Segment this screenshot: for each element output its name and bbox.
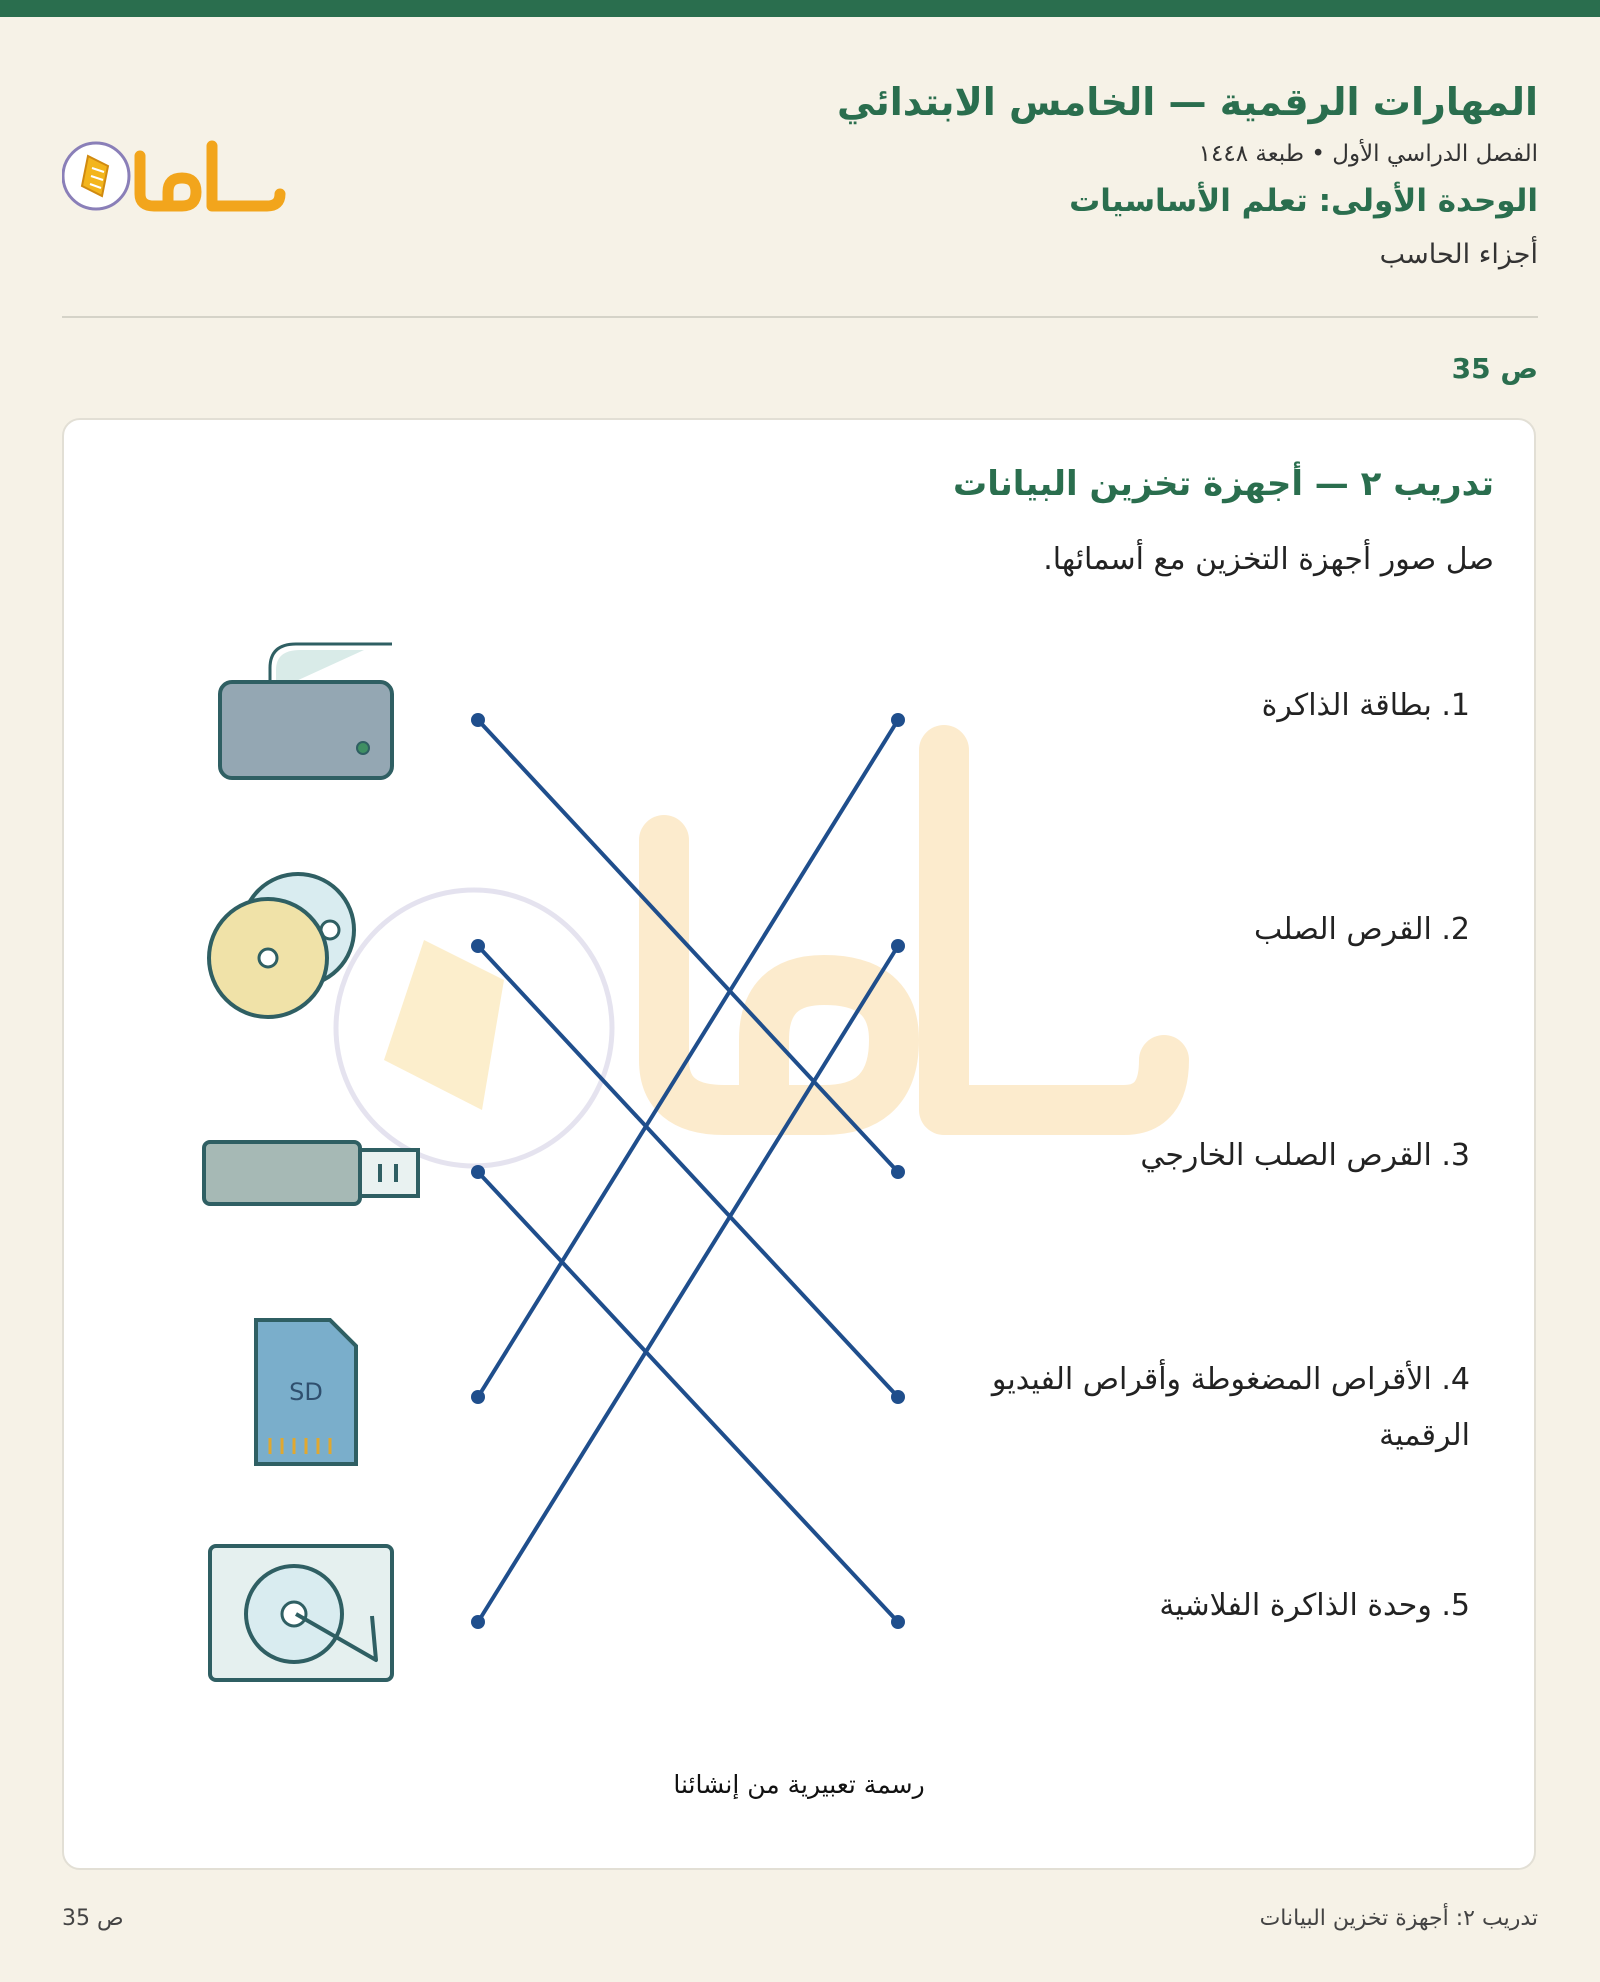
name-item-5: 5. وحدة الذاكرة الفلاشية	[1159, 1588, 1470, 1623]
sd-label: SD	[289, 1378, 323, 1406]
image-caption: رسمة تعبيرية من إنشائنا	[673, 1770, 925, 1799]
name-dot-1	[891, 713, 905, 727]
connection-line-3	[478, 1172, 898, 1622]
image-dot-2	[471, 939, 485, 953]
cd-dvd-icon	[209, 874, 354, 1017]
connection-line-4	[478, 720, 898, 1397]
image-dot-4	[471, 1390, 485, 1404]
unit-title: الوحدة الأولى: تعلم الأساسيات	[1069, 183, 1538, 219]
name-item-1: 1. بطاقة الذاكرة	[1261, 688, 1470, 723]
header-text	[837, 70, 1538, 282]
image-dot-1	[471, 713, 485, 727]
page-header	[62, 70, 1538, 290]
name-dot-5	[891, 1615, 905, 1629]
usb-flash-drive-icon	[204, 1142, 418, 1204]
semester-label: الفصل الدراسي الأول • طبعة ١٤٤٨	[1198, 141, 1538, 167]
exercise-card	[62, 418, 1536, 1870]
external-hard-drive-icon	[220, 644, 392, 778]
name-dot-3	[891, 1165, 905, 1179]
lesson-title: أجزاء الحاسب	[1379, 239, 1538, 270]
exercise-title: تدريب ٢ — أجهزة تخزين البيانات	[953, 464, 1494, 504]
page-reference: ص 35	[1451, 352, 1538, 385]
top-accent-bar	[0, 0, 1600, 17]
name-dot-4	[891, 1390, 905, 1404]
hulul-logo	[62, 126, 292, 226]
hard-disk-icon	[210, 1546, 392, 1680]
image-dot-5	[471, 1615, 485, 1629]
footer-exercise-label: تدريب ٢: أجهزة تخزين البيانات	[1259, 1906, 1538, 1931]
name-item-4: 4. الأقراص المضغوطة وأقراص الفيديو الرقمية	[991, 1362, 1470, 1453]
exercise-instruction: صل صور أجهزة التخزين مع أسمائها.	[1043, 542, 1494, 577]
footer-page-number: ص 35	[62, 1906, 124, 1931]
name-dot-2	[891, 939, 905, 953]
name-item-3: 3. القرص الصلب الخارجي	[1140, 1138, 1470, 1173]
image-dot-3	[471, 1165, 485, 1179]
book-title: المهارات الرقمية — الخامس الابتدائي	[837, 80, 1538, 124]
name-item-2: 2. القرص الصلب	[1253, 912, 1470, 947]
header-divider	[62, 316, 1538, 318]
memory-card-icon	[256, 1320, 356, 1464]
